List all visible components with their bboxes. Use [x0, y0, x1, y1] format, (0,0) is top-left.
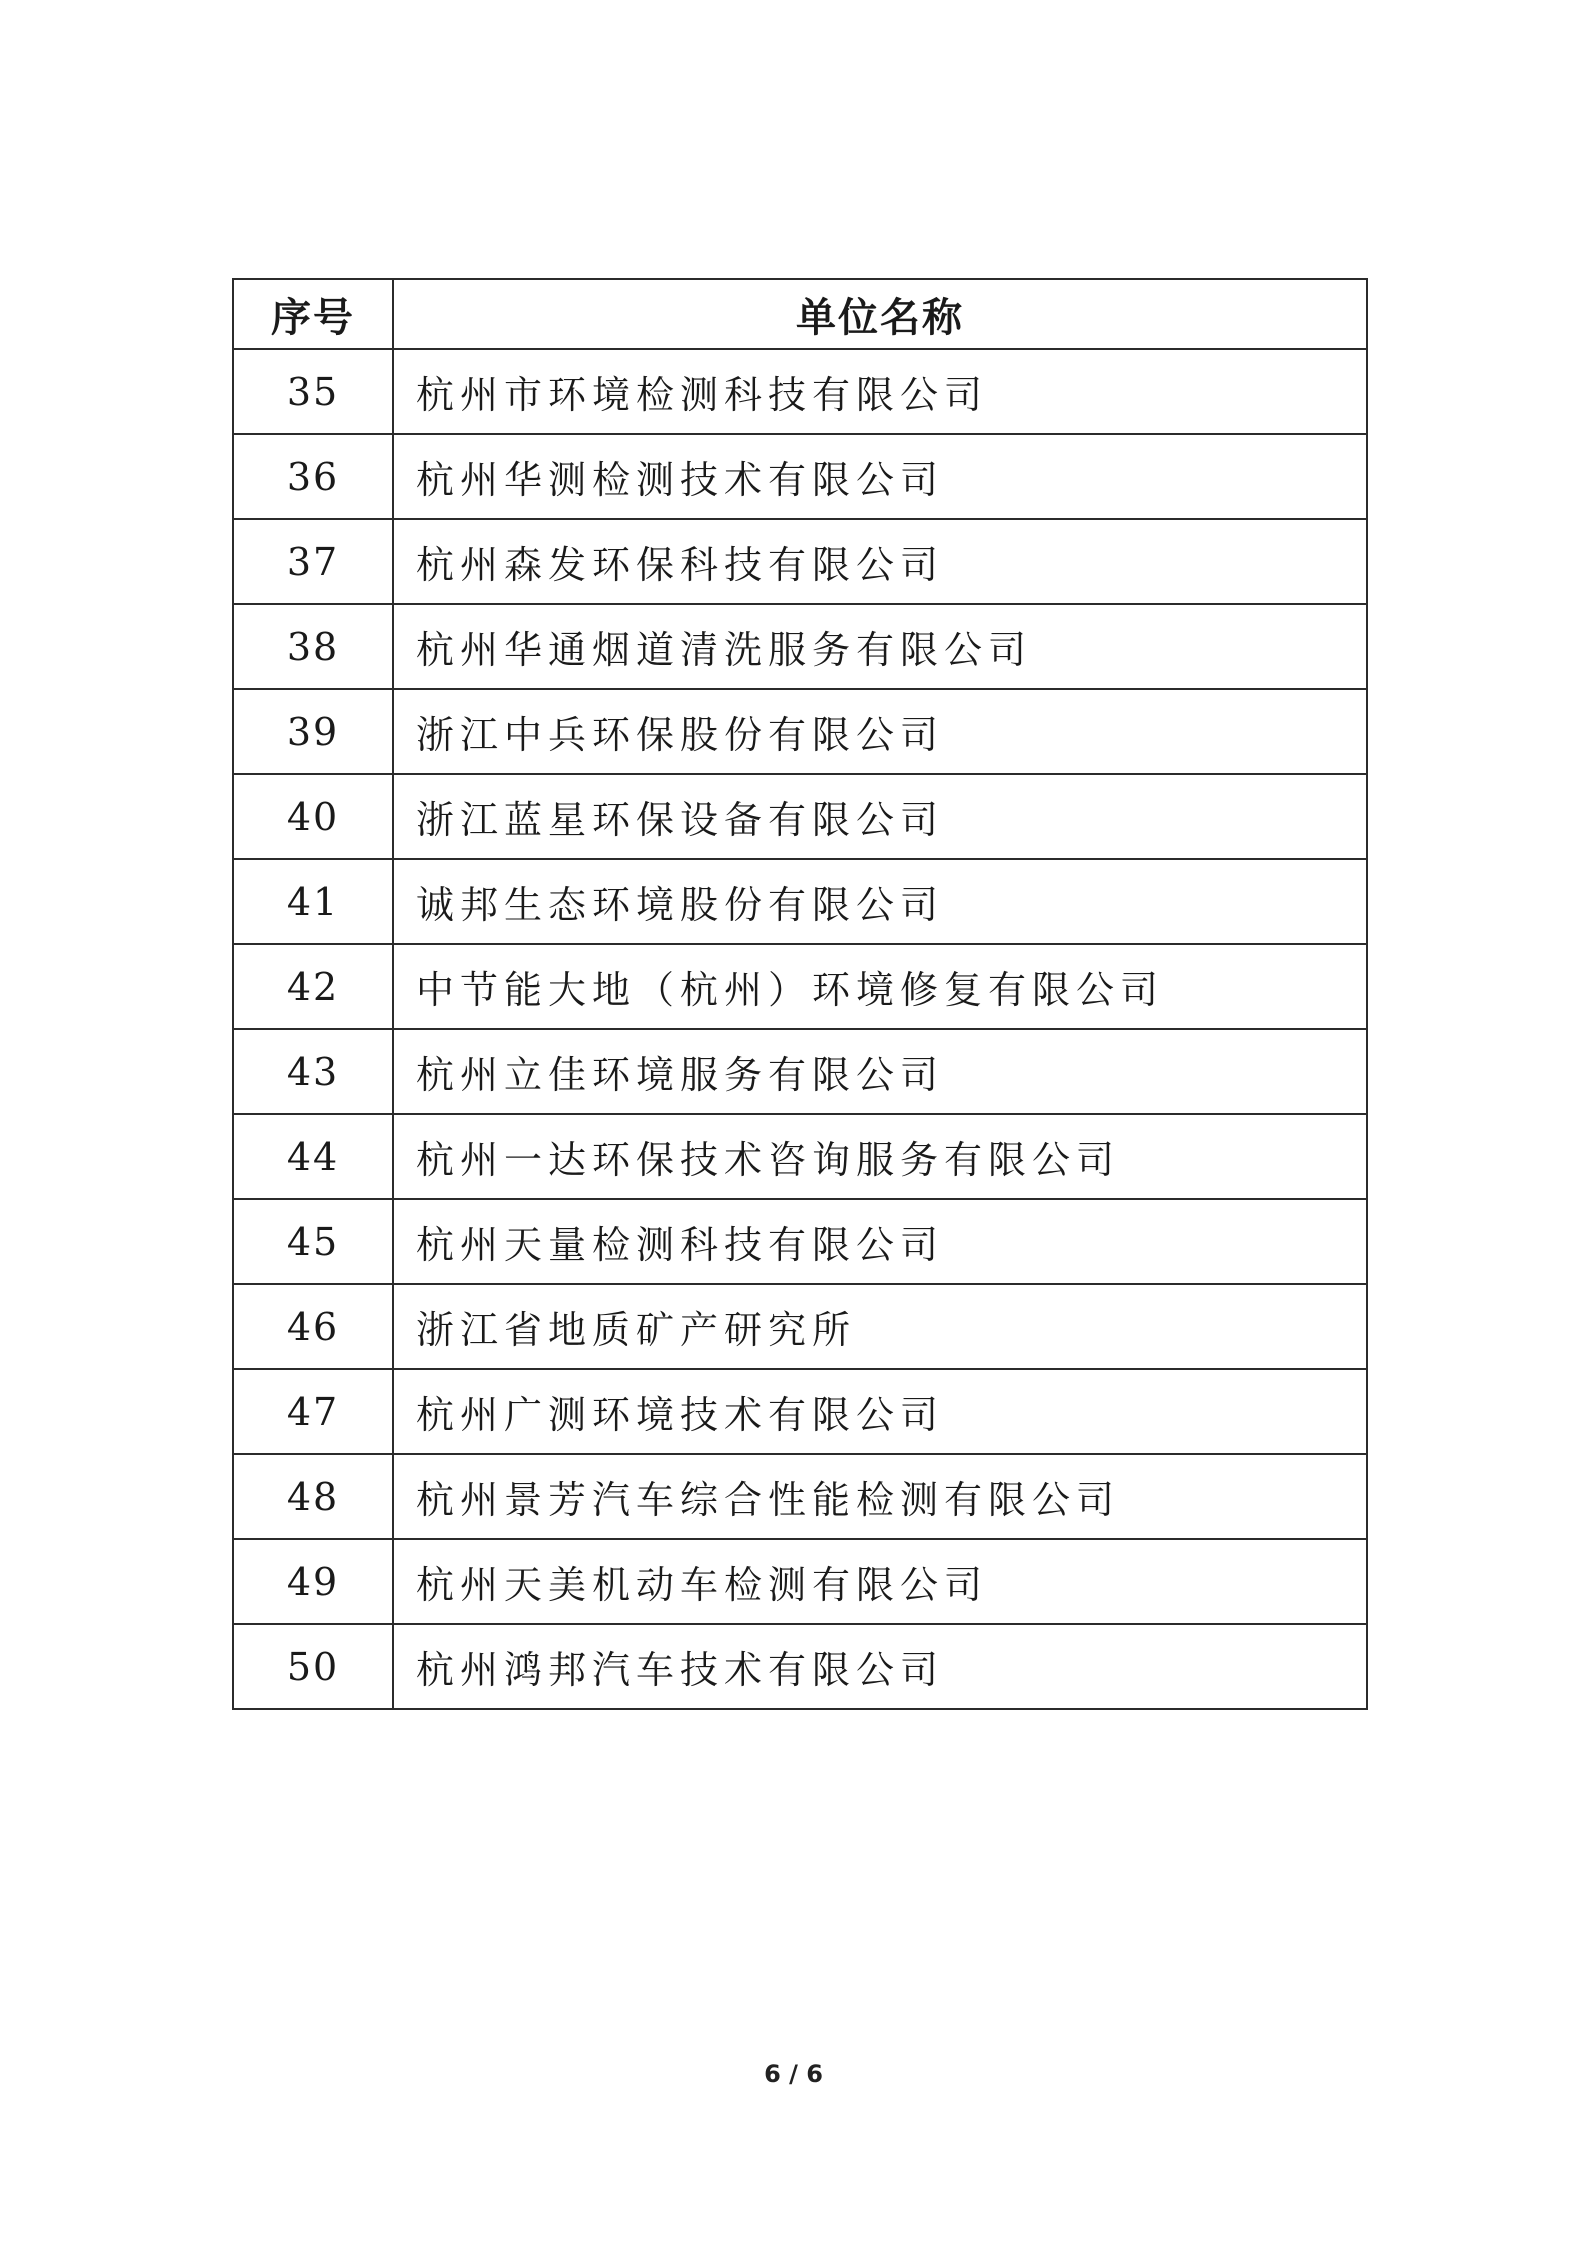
- row-seq: 39: [233, 689, 393, 774]
- row-seq: 43: [233, 1029, 393, 1114]
- row-seq: 44: [233, 1114, 393, 1199]
- row-seq: 47: [233, 1369, 393, 1454]
- row-unit-name: 浙江蓝星环保设备有限公司: [393, 774, 1367, 859]
- row-unit-name: 杭州立佳环境服务有限公司: [393, 1029, 1367, 1114]
- row-seq: 38: [233, 604, 393, 689]
- row-unit-name: 杭州天美机动车检测有限公司: [393, 1539, 1367, 1624]
- row-unit-name: 杭州华测检测技术有限公司: [393, 434, 1367, 519]
- row-seq: 49: [233, 1539, 393, 1624]
- table-row: [233, 519, 1367, 604]
- row-unit-name: 杭州天量检测科技有限公司: [393, 1199, 1367, 1284]
- row-seq: 46: [233, 1284, 393, 1369]
- row-unit-name: 杭州景芳汽车综合性能检测有限公司: [393, 1454, 1367, 1539]
- row-seq: 36: [233, 434, 393, 519]
- row-seq: 41: [233, 859, 393, 944]
- table-row: [233, 1539, 1367, 1624]
- table-row: [233, 1454, 1367, 1539]
- row-unit-name: 杭州市环境检测科技有限公司: [393, 349, 1367, 434]
- row-seq: 48: [233, 1454, 393, 1539]
- row-unit-name: 杭州森发环保科技有限公司: [393, 519, 1367, 604]
- row-seq: 35: [233, 349, 393, 434]
- header-seq: 序号: [233, 279, 393, 349]
- row-unit-name: 诚邦生态环境股份有限公司: [393, 859, 1367, 944]
- table-row: [233, 859, 1367, 944]
- table-row: [233, 944, 1367, 1029]
- table-row: [233, 774, 1367, 859]
- unit-list-table: [232, 278, 1368, 1710]
- row-seq: 37: [233, 519, 393, 604]
- row-unit-name: 杭州华通烟道清洗服务有限公司: [393, 604, 1367, 689]
- row-unit-name: 浙江省地质矿产研究所: [393, 1284, 1367, 1369]
- table-header-row: [233, 279, 1367, 349]
- table-row: [233, 1114, 1367, 1199]
- table-row: [233, 604, 1367, 689]
- table-row: [233, 1284, 1367, 1369]
- row-seq: 40: [233, 774, 393, 859]
- table-header: [233, 279, 1367, 349]
- row-seq: 42: [233, 944, 393, 1029]
- row-unit-name: 浙江中兵环保股份有限公司: [393, 689, 1367, 774]
- row-seq: 50: [233, 1624, 393, 1709]
- table-row: [233, 349, 1367, 434]
- header-unit-name: 单位名称: [393, 279, 1367, 349]
- table-row: [233, 689, 1367, 774]
- row-seq: 45: [233, 1199, 393, 1284]
- table-body: [233, 349, 1367, 1709]
- page-number: 6 / 6: [764, 2060, 823, 2088]
- table-row: [233, 1369, 1367, 1454]
- table-row: [233, 1199, 1367, 1284]
- row-unit-name: 杭州一达环保技术咨询服务有限公司: [393, 1114, 1367, 1199]
- table-row: [233, 1029, 1367, 1114]
- table-row: [233, 1624, 1367, 1709]
- unit-list-table-container: [232, 278, 1366, 1710]
- table-row: [233, 434, 1367, 519]
- row-unit-name: 中节能大地（杭州）环境修复有限公司: [393, 944, 1367, 1029]
- row-unit-name: 杭州鸿邦汽车技术有限公司: [393, 1624, 1367, 1709]
- row-unit-name: 杭州广测环境技术有限公司: [393, 1369, 1367, 1454]
